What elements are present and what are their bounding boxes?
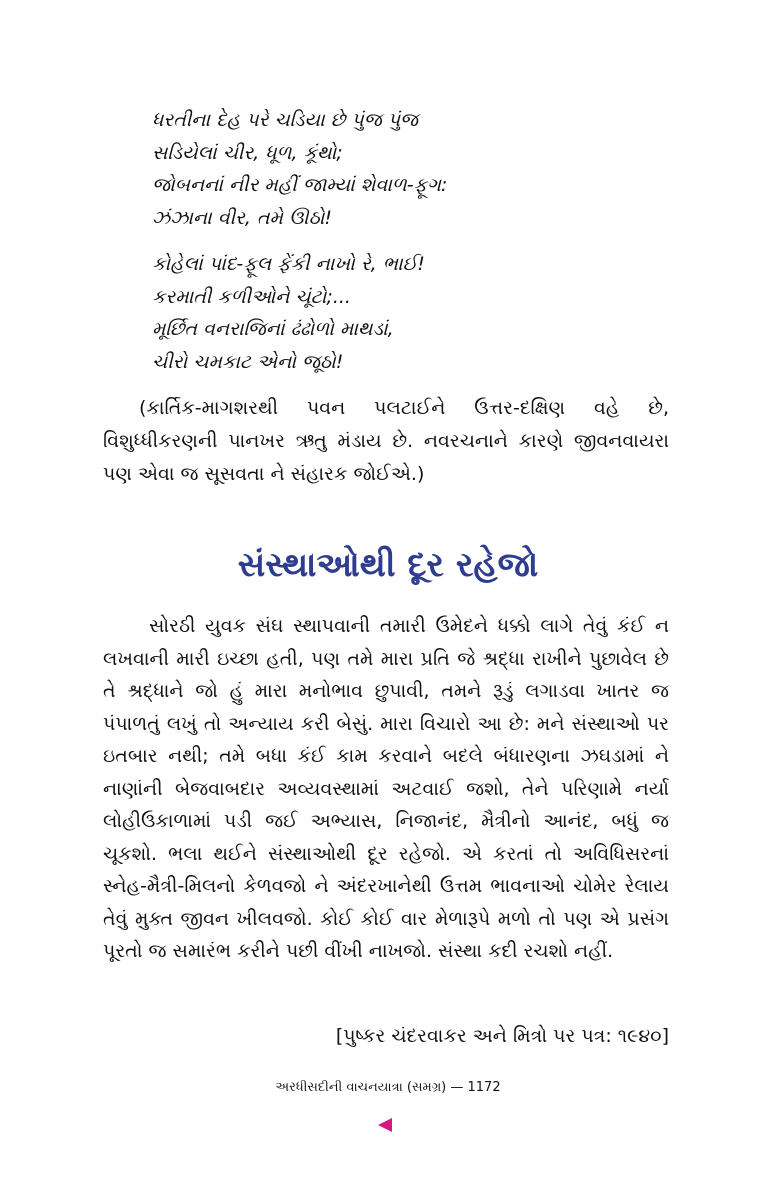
poem-note: (કાર્તિક-માગશરથી પવન પલટાઈને ઉત્તર-દક્ષિણ વહે છે, વિશુધ્ધીકરણની પાનખર ઋતુ મંડાય છે. નવરચનાને કારણે જીવનવાયરા પણ એવા જ સૂસવતા ને સંહારક જોઈએ.)	[103, 397, 669, 485]
article-source: [પુષ્કર ચંદરવાકર અને મિત્રો પર પત્ર: ૧૯૪૦]	[335, 1025, 669, 1047]
poem-stanza-2	[152, 248, 692, 378]
triangle-left-icon[interactable]	[378, 1118, 392, 1132]
poem-line: ચીરો ચમકાટ એનો જૂઠો!	[152, 350, 344, 373]
poem-line: ઝંઝાના વીર, તમે ઊઠો!	[152, 206, 333, 229]
poem-line: કોહેલાં પાંદ-ફૂલ ફેંકી નાખો રે, ભાઈ!	[152, 253, 425, 275]
page-footer: અરધીસદીની વાચનયાત્રા (સમગ્ર) — 1172	[275, 1080, 501, 1095]
poem-line: કરમાતી કળીઓને ચૂંટો;...	[152, 285, 351, 308]
article-title: સંસ્થાઓથી દૂર રહેજો	[237, 545, 539, 585]
article-body: સોરઠી યુવક સંઘ સ્થાપવાની તમારી ઉમેદને ધક્કો લાગે તેવું કંઈ ન લખવાની મારી ઇચ્છા હતી, પણ તમે મારા પ્રતિ જે શ્રદ્ધા રાખીને પુછાવેલ છે તે શ્રદ્ધાને જો હું મારા મનોભાવ છુપાવી, તમને રૂડું લગાડવા ખાતર જ પંપાળતું લખું તો અન્યાય કરી બેસું. મારા વિચારો આ છે: મને સંસ્થાઓ પર ઇતબાર નથી; તમે બધા કંઈ કામ કરવાને બદલે બંધારણના ઝઘડામાં ને નાણાંની બેજવાબદાર અવ્યવસ્થામાં અટવાઈ જશો, તેને પરિણામે નર્યા લોહીઉકાળામાં પડી જઈ અભ્યાસ, નિજાનંદ, મૈત્રીનો આનંદ, બધું જ ચૂકશો. ભલા થઈને સંસ્થાઓથી દૂર રહેજો. એ કરતાં તો અવિધિસરનાં સ્નેહ-મૈત્રી-મિલનો કેળવજો ને અંદરખાનેથી ઉત્તમ ભાવનાઓ ચોમેર રેલાય તેવું મુક્ત જીવન ખીલવજો. કોઈ કોઈ વાર મેળારૂપે મળો તો પણ એ પ્રસંગ પૂરતો જ સમારંભ કરીને પછી વીંખી નાખજો. સંસ્થા કદી રચશો નહીં.	[103, 615, 669, 962]
poem-line: ધરતીના દેહ પરે ચડિયા છે પુંજ પુંજ	[152, 109, 419, 131]
poem	[152, 104, 692, 378]
poem-line: જોબનનાં નીર મહીં જામ્યાં શેવાળ-ફૂગ:	[152, 174, 448, 196]
poem-line: મૂર્છિત વનરાજિનાં ઢંઢોળો માથડાં,	[152, 318, 394, 340]
poem-stanza-1	[152, 104, 692, 234]
poem-line: સડિયેલાં ચીર, ધૂળ, કૂંથો;	[152, 141, 343, 164]
